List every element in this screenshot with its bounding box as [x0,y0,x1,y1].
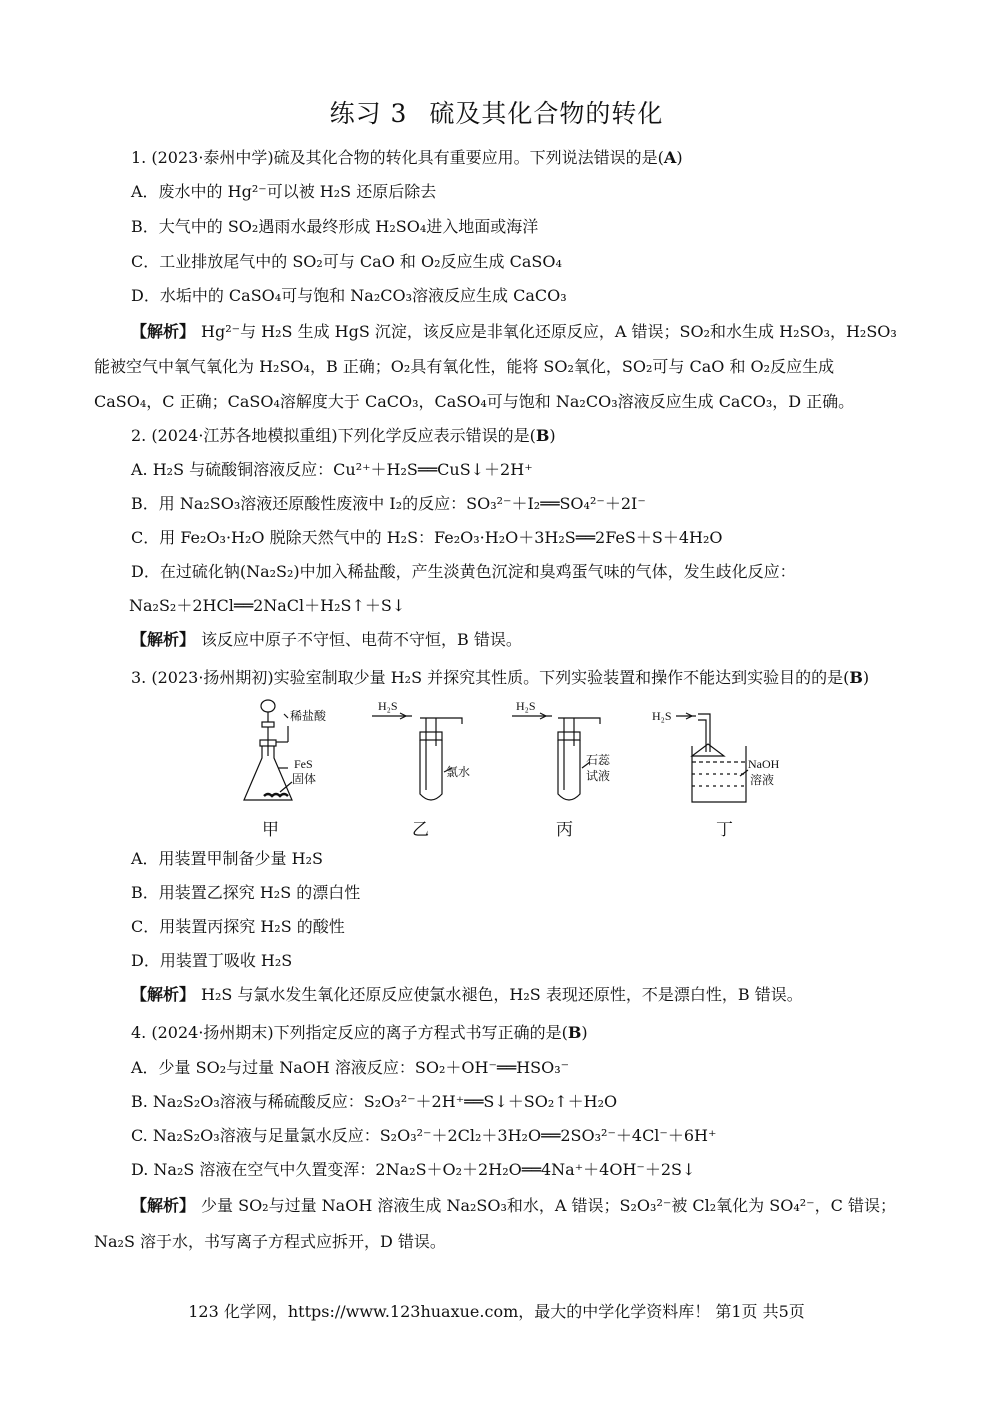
option-c: C. Na₂S₂O₃溶液与足量氯水反应：S₂O₃²⁻＋2Cl₂＋3H₂O══2SO₃²⁻＋4Cl⁻＋6H⁺ [131,1126,717,1145]
option-c: C．用 Fe₂O₃·H₂O 脱除天然气中的 H₂S：Fe₂O₃·H₂O＋3H₂S══2FeS＋S＋4H₂O [131,528,723,547]
label-ding: 丁 [716,820,733,840]
option-b: B. Na₂S₂O₃溶液与稀硫酸反应：S₂O₃²⁻＋2H⁺══S↓＋SO₂↑＋H₂O [131,1092,618,1111]
label-bing: 丙 [556,820,573,840]
apparatus-ding [676,713,748,802]
page-title: 练习 3 硫及其化合物的转化 [329,99,664,128]
option-c: C．工业排放尾气中的 SO₂可与 CaO 和 O₂反应生成 CaSO₄ [131,252,562,271]
label-guti: 固体 [292,772,317,786]
analysis: 【解析】 Hg²⁻与 H₂S 生成 HgS 沉淀，该反应是非氧化还原反应，A 错误；SO₂和水生成 H₂SO₃，H₂SO₃ [131,322,897,341]
analysis: 【解析】 该反应中原子不守恒、电荷不守恒，B 错误。 [131,630,522,649]
analysis-tag: 【解析】 [131,985,196,1004]
analysis: 【解析】 少量 SO₂与过量 NaOH 溶液生成 Na₂SO₃和水，A 错误；S₂O₃²⁻被 Cl₂氧化为 SO₄²⁻，C 错误； [131,1196,896,1215]
label-h2s-bing: H₂S [516,699,536,713]
question-1-stem: 1. (2023·泰州中学)硫及其化合物的转化具有重要应用。下列说法错误的是(A) [131,148,683,167]
option-b: B．用 Na₂SO₃溶液还原酸性废液中 I₂的反应：SO₃²⁻＋I₂══SO₄²⁻＋2I⁻ [131,494,646,513]
option-d: D．在过硫化钠(Na₂S₂)中加入稀盐酸，产生淡黄色沉淀和臭鸡蛋气味的气体，发生歧化反应： [131,562,796,581]
option-a: A．少量 SO₂与过量 NaOH 溶液反应：SO₂＋OH⁻══HSO₃⁻ [131,1058,570,1077]
apparatus-drawing [240,696,800,831]
question-3-stem: 3. (2023·扬州期初)实验室制取少量 H₂S 并探究其性质。下列实验装置和操作不能达到实验目的的是(B) [131,668,870,687]
option-d-equation: Na₂S₂＋2HCl══2NaCl＋H₂S↑＋S↓ [129,596,406,615]
apparatus-yi [372,713,462,800]
option-b: B．大气中的 SO₂遇雨水最终形成 H₂SO₄进入地面或海洋 [131,217,539,236]
question-4-stem: 4. (2024·扬州期末)下列指定反应的离子方程式书写正确的是(B) [131,1023,588,1042]
option-d: D. Na₂S 溶液在空气中久置变浑：2Na₂S＋O₂＋2H₂O══4Na⁺＋4OH⁻＋2S↓ [131,1160,696,1179]
analysis-tag: 【解析】 [131,322,196,341]
question-2-stem: 2. (2024·江苏各地模拟重组)下列化学反应表示错误的是(B) [131,426,556,445]
option-c: C．用装置丙探究 H₂S 的酸性 [131,917,345,936]
option-b: B．用装置乙探究 H₂S 的漂白性 [131,883,361,902]
analysis-continued: Na₂S 溶于水，书写离子方程式应拆开，D 错误。 [94,1232,446,1251]
option-a: A．废水中的 Hg²⁻可以被 H₂S 还原后除去 [131,182,437,201]
analysis-continued: CaSO₄，C 正确；CaSO₄溶解度大于 CaCO₃，CaSO₄可与饱和 Na₂CO₃溶液反应生成 CaCO₃，D 正确。 [94,392,855,411]
answer: B [535,426,550,445]
answer: B [567,1023,582,1042]
option-a: A. H₂S 与硫酸铜溶液反应：Cu²⁺＋H₂S══CuS↓＋2H⁺ [131,460,533,479]
option-a: A．用装置甲制备少量 H₂S [131,849,323,868]
label-naoh: NaOH [748,757,780,771]
label-yi: 乙 [412,820,429,840]
label-h2s-yi: H₂S [378,699,398,713]
option-d: D．用装置丁吸收 H₂S [131,951,293,970]
page-footer: 123 化学网，https://www.123huaxue.com，最大的中学化学资料库！ 第1页 共5页 [188,1302,805,1321]
label-lushui: 氯水 [446,765,471,779]
analysis-tag: 【解析】 [131,1196,196,1215]
answer: A [663,148,677,167]
apparatus-jia [244,700,292,800]
answer: B [849,668,863,687]
label-fes: FeS [294,757,313,771]
label-shirui: 石蕊 [586,753,611,767]
label-xiyansuan: 稀盐酸 [290,709,327,723]
option-d: D．水垢中的 CaSO₄可与饱和 Na₂CO₃溶液反应生成 CaCO₃ [131,286,567,305]
label-rongye: 溶液 [750,773,775,787]
label-jia: 甲 [262,820,279,840]
label-shiye: 试液 [586,769,611,783]
label-h2s-ding: H₂S [652,709,672,723]
analysis-continued: 能被空气中氧气氧化为 H₂SO₄，B 正确；O₂具有氧化性，能将 SO₂氧化，SO₂可与 CaO 和 O₂反应生成 [94,357,835,376]
analysis-tag: 【解析】 [131,630,196,649]
analysis: 【解析】 H₂S 与氯水发生氧化还原反应使氯水褪色，H₂S 表现还原性，不是漂白性，B 错误。 [131,985,803,1004]
apparatus-figure [240,696,800,831]
